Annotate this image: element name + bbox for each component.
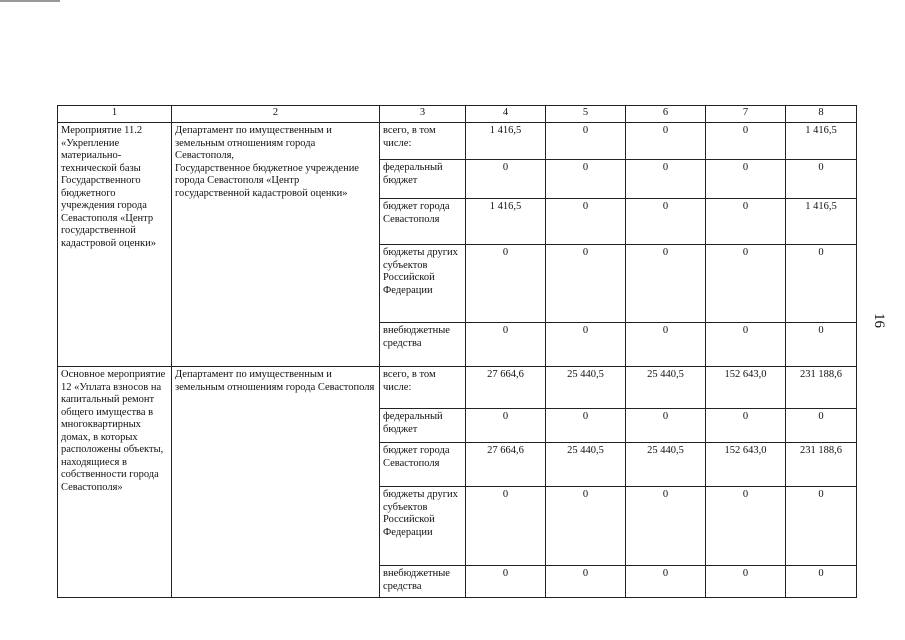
- value-cell: 0: [706, 123, 786, 160]
- column-header: 5: [546, 106, 626, 123]
- value-cell: 0: [626, 487, 706, 566]
- value-cell: 0: [626, 199, 706, 245]
- value-cell: 0: [466, 566, 546, 598]
- value-cell: 1 416,5: [786, 123, 857, 160]
- value-cell: 0: [626, 323, 706, 367]
- value-cell: 27 664,6: [466, 443, 546, 487]
- executor-cell: Департамент по имущественным и земельным отношениям города Севастополя, Государственное бюджетное учреждение города Севастополя «Центр государственной кадастровой оценки»: [172, 123, 380, 367]
- value-cell: 0: [546, 409, 626, 443]
- value-cell: 1 416,5: [786, 199, 857, 245]
- column-header: 3: [380, 106, 466, 123]
- value-cell: 0: [546, 199, 626, 245]
- value-cell: 25 440,5: [626, 367, 706, 409]
- value-cell: 231 188,6: [786, 367, 857, 409]
- column-header: 7: [706, 106, 786, 123]
- value-cell: 0: [626, 245, 706, 323]
- table-row: [58, 123, 857, 160]
- value-cell: 0: [546, 245, 626, 323]
- value-cell: 0: [786, 160, 857, 199]
- funding-source-cell: бюджет города Севастополя: [380, 443, 466, 487]
- value-cell: 0: [786, 323, 857, 367]
- funding-source-cell: всего, в том числе:: [380, 123, 466, 160]
- value-cell: 0: [706, 199, 786, 245]
- budget-table: [57, 105, 857, 598]
- value-cell: 0: [466, 245, 546, 323]
- value-cell: 0: [626, 123, 706, 160]
- funding-source-cell: всего, в том числе:: [380, 367, 466, 409]
- value-cell: 25 440,5: [546, 367, 626, 409]
- value-cell: 0: [626, 409, 706, 443]
- funding-source-cell: федеральный бюджет: [380, 160, 466, 199]
- value-cell: 0: [786, 566, 857, 598]
- measure-cell: Основное мероприятие 12 «Уплата взносов на капитальный ремонт общего имущества в многоквартирных домах, в которых расположены объекты, находящиеся в собственности города Севастополя»: [58, 367, 172, 598]
- column-header: 6: [626, 106, 706, 123]
- value-cell: 0: [786, 245, 857, 323]
- table-header-row: [58, 106, 857, 123]
- column-header: 2: [172, 106, 380, 123]
- value-cell: 1 416,5: [466, 199, 546, 245]
- value-cell: 0: [786, 409, 857, 443]
- value-cell: 1 416,5: [466, 123, 546, 160]
- value-cell: 27 664,6: [466, 367, 546, 409]
- value-cell: 152 643,0: [706, 443, 786, 487]
- funding-source-cell: бюджет города Севастополя: [380, 199, 466, 245]
- scan-edge-line: [0, 0, 60, 2]
- value-cell: 25 440,5: [546, 443, 626, 487]
- value-cell: 0: [546, 566, 626, 598]
- executor-cell: Департамент по имущественным и земельным отношениям города Севастополя: [172, 367, 380, 598]
- value-cell: 0: [546, 123, 626, 160]
- value-cell: 0: [466, 409, 546, 443]
- table-row: [58, 367, 857, 409]
- column-header: 8: [786, 106, 857, 123]
- funding-source-cell: внебюджетные средства: [380, 323, 466, 367]
- value-cell: 0: [706, 487, 786, 566]
- value-cell: 0: [706, 160, 786, 199]
- value-cell: 0: [466, 487, 546, 566]
- value-cell: 0: [466, 160, 546, 199]
- value-cell: 0: [546, 487, 626, 566]
- page-number: 16: [871, 313, 887, 328]
- value-cell: 0: [706, 323, 786, 367]
- value-cell: 0: [706, 245, 786, 323]
- value-cell: 0: [466, 323, 546, 367]
- funding-source-cell: бюджеты других субъектов Российской Федерации: [380, 245, 466, 323]
- value-cell: 0: [706, 566, 786, 598]
- value-cell: 0: [546, 323, 626, 367]
- value-cell: 25 440,5: [626, 443, 706, 487]
- column-header: 1: [58, 106, 172, 123]
- value-cell: 0: [626, 160, 706, 199]
- value-cell: 231 188,6: [786, 443, 857, 487]
- funding-source-cell: бюджеты других субъектов Российской Федерации: [380, 487, 466, 566]
- value-cell: 0: [706, 409, 786, 443]
- funding-source-cell: внебюджетные средства: [380, 566, 466, 598]
- value-cell: 0: [546, 160, 626, 199]
- value-cell: 0: [786, 487, 857, 566]
- measure-cell: Мероприятие 11.2 «Укрепление материально-технической базы Государственного бюджетного учреждения города Севастополя «Центр государственной кадастровой оценки»: [58, 123, 172, 367]
- funding-source-cell: федеральный бюджет: [380, 409, 466, 443]
- value-cell: 0: [626, 566, 706, 598]
- value-cell: 152 643,0: [706, 367, 786, 409]
- column-header: 4: [466, 106, 546, 123]
